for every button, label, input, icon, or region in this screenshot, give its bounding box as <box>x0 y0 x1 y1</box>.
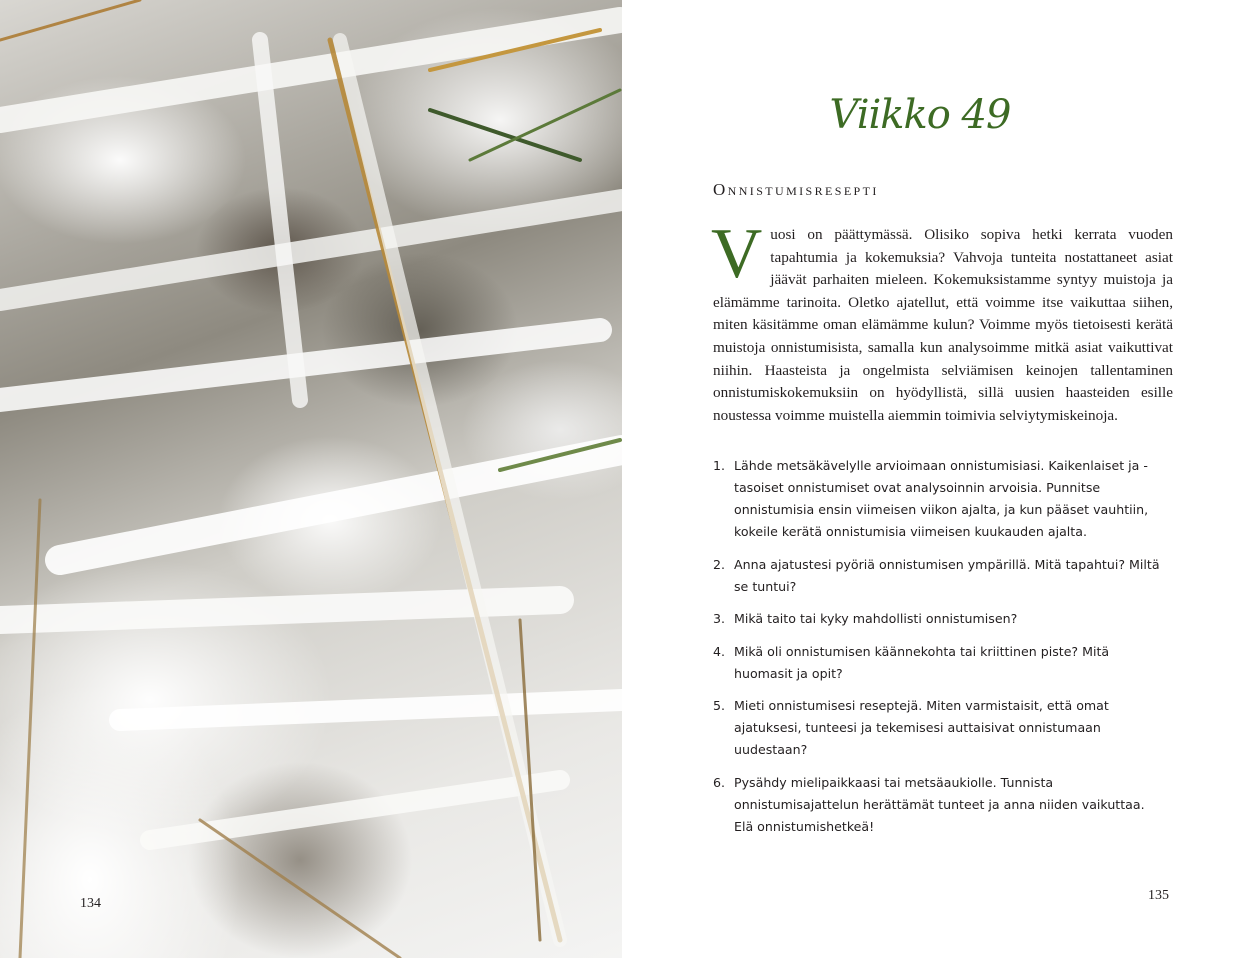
page-number-left: 134 <box>80 896 101 911</box>
list-number: 2. <box>713 556 726 572</box>
list-item <box>713 695 1163 761</box>
list-number: 4. <box>713 643 726 659</box>
list-text: Mikä oli onnistumisen käännekohta tai kriittinen piste? Mitä huomasit ja opit? <box>734 643 1110 681</box>
list-number: 1. <box>713 458 726 473</box>
exercise-list <box>713 455 1163 848</box>
list-text: Pysähdy mielipaikkaasi tai metsäaukiolle. Tunnista onnistumisajattelun herättämät tunteet ja anna niiden vaikuttaa. Elä onnistumishetkeä! <box>734 774 1145 834</box>
drop-cap: V <box>711 215 763 293</box>
list-item <box>713 554 1163 598</box>
list-text: Anna ajatustesi pyöriä onnistumisen ympärillä. Mitä tapahtui? Miltä se tuntui? <box>734 556 1160 594</box>
list-text: Mieti onnistumisesi reseptejä. Miten varmistaisit, että omat ajatuksesi, tunteesi ja tekemisesi auttaisivat onnistumaan uudestaan? <box>734 698 1109 757</box>
list-item <box>713 608 1163 630</box>
list-item <box>713 641 1163 685</box>
list-number: 3. <box>713 611 726 626</box>
page-title: Viikko 49 <box>829 92 1011 138</box>
list-text: Mikä taito tai kyky mahdollisti onnistumisen? <box>734 611 1018 626</box>
list-item <box>713 455 1163 543</box>
section-heading: Onnistumisresepti <box>713 180 879 199</box>
list-item <box>713 772 1163 838</box>
intro-paragraph <box>711 215 1173 427</box>
page-number-right: 135 <box>1148 888 1169 903</box>
list-number: 5. <box>713 698 726 713</box>
list-number: 6. <box>713 774 726 790</box>
list-text: Lähde metsäkävelylle arvioimaan onnistumisiasi. Kaikenlaiset ja -tasoiset onnistumiset ovat analysoinnin arvoisia. Punnitse onnistumisia ensin viimeisen viikon ajalta, ja kun pääset vauhtiin, kokeile kerätä onnistumisia viimeisen kuukauden ajalta. <box>734 458 1149 539</box>
intro-text: uosi on päättymässä. Olisiko sopiva hetki kerrata vuoden tapahtumia ja kokemuksia? Vahvoja tunteita nostattaneet asiat jäävät parhaiten mieleen. Kokemuksistamme syntyy muistoja ja elämämme tarinoita. Oletko ajatellut, että voimme itse vaikuttaa siihen, miten käsitämme oman elämämme kulun? Voimme myös tietoisesti kerätä muistoja onnistumisista, samalla kun analysoimme mitkä asiat vaikuttivat niihin. Haasteista ja ongelmista selviämisen keinojen tallentaminen onnistumiskokemuksiin on hyödyllistä, sillä uusien haasteiden esille noustessa voimme muistella aiemmin toimivia selviytymiskeinoja. <box>713 226 1173 424</box>
